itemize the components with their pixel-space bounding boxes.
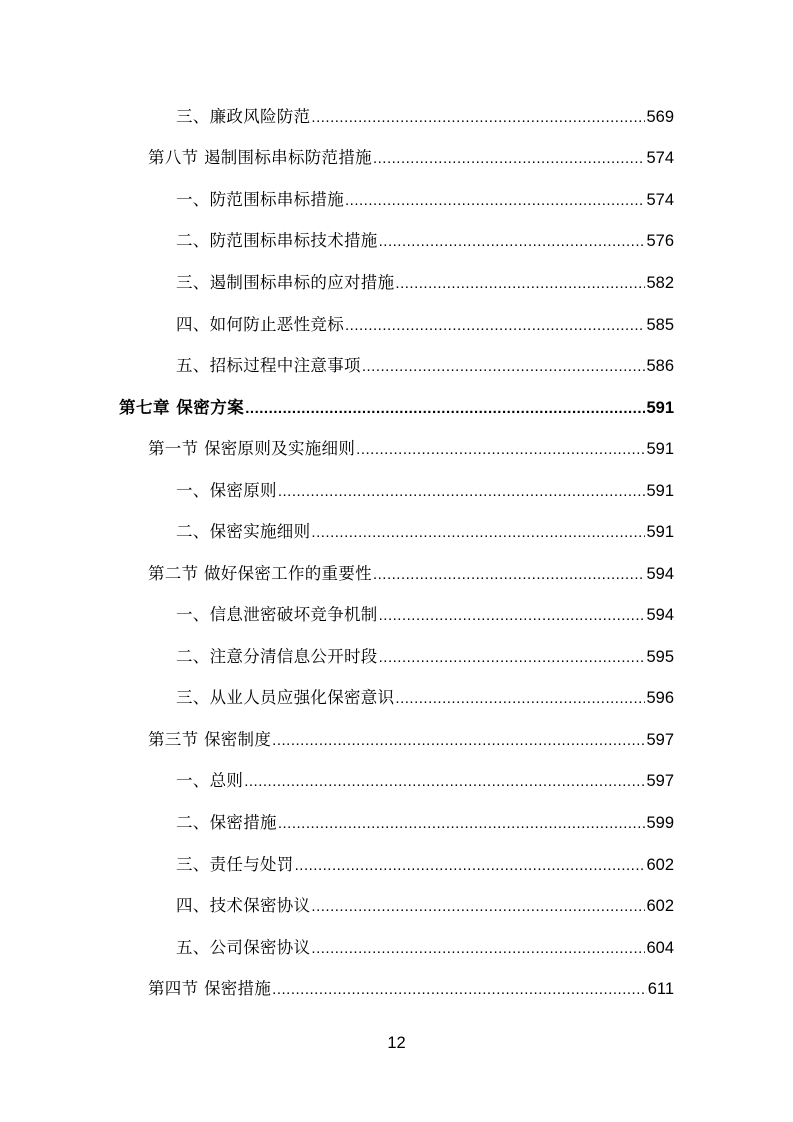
toc-entry[interactable] — [148, 143, 674, 173]
toc-entry-title: 一、保密原则 — [176, 481, 277, 500]
toc-dot-leader — [373, 144, 646, 174]
toc-entry-title: 第三节 保密制度 — [148, 730, 272, 749]
toc-dot-leader — [245, 394, 645, 424]
toc-entry-title: 四、技术保密协议 — [176, 896, 311, 915]
toc-entry-page: 596 — [646, 689, 674, 707]
toc-dot-leader — [395, 269, 645, 299]
toc-entry-title: 二、防范围标串标技术措施 — [176, 231, 378, 250]
toc-entry[interactable] — [176, 517, 674, 547]
toc-entry-title: 三、责任与处罚 — [176, 855, 294, 874]
page-number: 12 — [387, 1034, 406, 1052]
toc-entry-title: 三、廉政风险防范 — [176, 107, 311, 126]
toc-entry[interactable] — [176, 933, 674, 963]
toc-dot-leader — [278, 477, 646, 507]
toc-entry[interactable] — [176, 185, 674, 215]
toc-entry-page: 585 — [646, 316, 674, 334]
toc-entry-page: 594 — [646, 565, 674, 583]
toc-dot-leader — [311, 892, 645, 922]
toc-entry-page: 591 — [646, 399, 674, 417]
toc-dot-leader — [311, 934, 645, 964]
toc-entry-page: 574 — [646, 149, 674, 167]
toc-entry-title: 一、防范围标串标措施 — [176, 190, 344, 209]
toc-dot-leader — [379, 227, 646, 257]
toc-entry-title: 五、招标过程中注意事项 — [176, 356, 361, 375]
toc-entry-page: 595 — [646, 648, 674, 666]
toc-entry-page: 582 — [646, 274, 674, 292]
toc-entry[interactable] — [176, 850, 674, 880]
toc-dot-leader — [379, 643, 646, 673]
toc-dot-leader — [278, 809, 646, 839]
toc-entry-title: 第八节 遏制围标串标防范措施 — [148, 148, 372, 167]
toc-entry-title: 二、注意分清信息公开时段 — [176, 647, 378, 666]
toc-entry-page: 597 — [646, 772, 674, 790]
toc-dot-leader — [311, 103, 645, 133]
toc-entry-page: 569 — [646, 108, 674, 126]
toc-entry-title: 第四节 保密措施 — [148, 979, 272, 998]
toc-entry[interactable] — [176, 351, 674, 381]
toc-entry-page: 591 — [646, 482, 674, 500]
toc-entry-page: 602 — [646, 856, 674, 874]
toc-entry-title: 一、总则 — [176, 771, 244, 790]
toc-entry[interactable] — [176, 766, 674, 796]
toc-entry-page: 602 — [646, 897, 674, 915]
toc-entry-page: 597 — [646, 731, 674, 749]
toc-entry[interactable] — [148, 725, 674, 755]
toc-dot-leader — [244, 767, 645, 797]
toc-dot-leader — [295, 851, 646, 881]
toc-dot-leader — [272, 726, 645, 756]
toc-entry-page: 574 — [646, 191, 674, 209]
toc-entry-title: 二、保密实施细则 — [176, 522, 311, 541]
toc-entry[interactable] — [176, 600, 674, 630]
toc-entry-page: 576 — [646, 232, 674, 250]
toc-entry-page: 586 — [646, 357, 674, 375]
toc-entry-title: 三、从业人员应强化保密意识 — [176, 688, 395, 707]
toc-dot-leader — [356, 435, 645, 465]
toc-dot-leader — [311, 518, 645, 548]
toc-dot-leader — [395, 684, 645, 714]
toc-entry[interactable] — [176, 642, 674, 672]
toc-dot-leader — [362, 352, 646, 382]
toc-entry[interactable] — [148, 974, 674, 1004]
toc-entry[interactable] — [176, 102, 674, 132]
toc-dot-leader — [373, 560, 646, 590]
toc-entry-page: 599 — [646, 814, 674, 832]
toc-entry-title: 四、如何防止恶性竞标 — [176, 315, 344, 334]
toc-entry-chapter[interactable] — [119, 393, 674, 423]
toc-entry[interactable] — [176, 226, 674, 256]
toc-entry[interactable] — [176, 808, 674, 838]
toc-entry[interactable] — [148, 434, 674, 464]
toc-entry[interactable] — [148, 559, 674, 589]
toc-entry-title: 第二节 做好保密工作的重要性 — [148, 564, 372, 583]
toc-dot-leader — [272, 975, 647, 1005]
toc-entry[interactable] — [176, 310, 674, 340]
toc-entry-title: 五、公司保密协议 — [176, 938, 311, 957]
toc-dot-leader — [345, 186, 645, 216]
toc-entry[interactable] — [176, 476, 674, 506]
toc-dot-leader — [345, 311, 645, 341]
toc-entry-title: 第七章 保密方案 — [119, 398, 245, 417]
toc-entry-page: 611 — [647, 980, 674, 998]
toc-entry[interactable] — [176, 891, 674, 921]
toc-entry-title: 第一节 保密原则及实施细则 — [148, 439, 356, 458]
toc-entry[interactable] — [176, 683, 674, 713]
toc-dot-leader — [379, 601, 646, 631]
toc-entry[interactable] — [176, 268, 674, 298]
toc-entry-page: 604 — [646, 939, 674, 957]
toc-entry-title: 一、信息泄密破坏竞争机制 — [176, 605, 378, 624]
toc-entry-title: 二、保密措施 — [176, 813, 277, 832]
toc-entry-page: 591 — [646, 523, 674, 541]
toc-entry-page: 591 — [646, 440, 674, 458]
toc-entry-title: 三、遏制围标串标的应对措施 — [176, 273, 395, 292]
toc-entry-page: 594 — [646, 606, 674, 624]
